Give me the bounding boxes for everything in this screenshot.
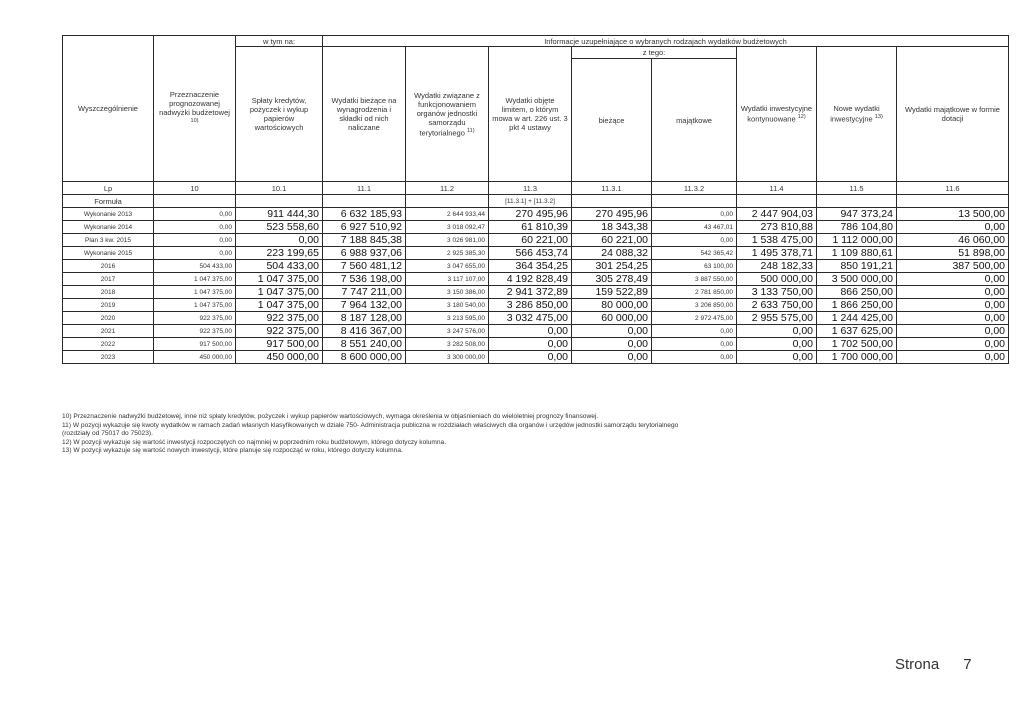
value-cell: 60 000,00 — [572, 312, 652, 325]
value-cell: 3 247 576,00 — [406, 325, 489, 338]
value-cell: 3 887 550,00 — [652, 273, 737, 286]
table-row — [63, 208, 1009, 221]
header-splaty: Spłaty kredytów, pożyczek i wykup papierów wartościowych — [236, 47, 323, 182]
value-cell: 566 453,74 — [489, 247, 572, 260]
formula-cell — [817, 195, 897, 208]
footnote-ref-13: 13) — [874, 114, 883, 121]
row-label: 2017 — [63, 273, 154, 286]
value-cell: 3 133 750,00 — [737, 286, 817, 299]
value-cell: 3 047 655,00 — [406, 260, 489, 273]
value-cell: 1 700 000,00 — [817, 351, 897, 364]
value-cell: 3 213 595,00 — [406, 312, 489, 325]
header-kontynuowane — [737, 47, 817, 182]
lp-code: 11.4 — [737, 182, 817, 195]
value-cell: 1 047 375,00 — [154, 273, 236, 286]
footnote-ref-11: 11) — [467, 127, 475, 134]
value-cell: 0,00 — [897, 325, 1009, 338]
value-cell: 3 150 386,00 — [406, 286, 489, 299]
value-cell: 3 282 508,00 — [406, 338, 489, 351]
value-cell: 305 278,49 — [572, 273, 652, 286]
header-nowe-text: Nowe wydatki inwestycyjne — [830, 104, 880, 124]
row-label: Wykonanie 2015 — [63, 247, 154, 260]
value-cell: 273 810,88 — [737, 221, 817, 234]
value-cell: 2 447 904,03 — [737, 208, 817, 221]
value-cell: 0,00 — [897, 286, 1009, 299]
header-nowe — [817, 47, 897, 182]
value-cell: 6 988 937,06 — [323, 247, 406, 260]
value-cell: 0,00 — [154, 221, 236, 234]
formula-cell — [572, 195, 652, 208]
value-cell: 0,00 — [154, 234, 236, 247]
formula-cell — [406, 195, 489, 208]
value-cell: 1 637 625,00 — [817, 325, 897, 338]
value-cell: 3 032 475,00 — [489, 312, 572, 325]
row-label: 2022 — [63, 338, 154, 351]
value-cell: 0,00 — [897, 312, 1009, 325]
budget-table — [62, 35, 1009, 364]
value-cell: 18 343,38 — [572, 221, 652, 234]
value-cell: 523 558,60 — [236, 221, 323, 234]
value-cell: 0,00 — [652, 208, 737, 221]
value-cell: 504 433,00 — [154, 260, 236, 273]
value-cell: 63 100,00 — [652, 260, 737, 273]
value-cell: 0,00 — [236, 234, 323, 247]
table-row — [63, 325, 1009, 338]
value-cell: 922 375,00 — [236, 312, 323, 325]
formula-cell: [11.3.1] + [11.3.2] — [489, 195, 572, 208]
value-cell: 917 500,00 — [154, 338, 236, 351]
header-informacje: Informacje uzupełniające o wybranych rodzajach wydatków budżetowych — [323, 36, 1009, 47]
header-majatkowe: majątkowe — [652, 59, 737, 182]
header-kontynuowane-text: Wydatki inwestycyjne kontynuowane — [740, 104, 813, 124]
value-cell: 450 000,00 — [236, 351, 323, 364]
footnote-11: 11) W pozycji wykazuje się kwoty wydatków w ramach zadań własnych klasyfikowanych w dziale 750- Administracja publiczna w rozdziałach właściwych dla organów i urzędów jednostki samorządu terytorialnego — [62, 421, 679, 429]
row-label: 2020 — [63, 312, 154, 325]
value-cell: 1 047 375,00 — [154, 286, 236, 299]
row-label: 2023 — [63, 351, 154, 364]
value-cell: 0,00 — [489, 325, 572, 338]
value-cell: 3 300 000,00 — [406, 351, 489, 364]
footnote-13: 13) W pozycji wykazuje się wartość nowych inwestycji, które planuje się rozpocząć w roku, którego dotyczy kolumna. — [62, 447, 403, 455]
table-row — [63, 286, 1009, 299]
table-row — [63, 273, 1009, 286]
value-cell: 922 375,00 — [154, 312, 236, 325]
value-cell: 60 221,00 — [572, 234, 652, 247]
value-cell: 917 500,00 — [236, 338, 323, 351]
value-cell: 2 644 933,44 — [406, 208, 489, 221]
value-cell: 1 109 880,61 — [817, 247, 897, 260]
formula-cell — [154, 195, 236, 208]
value-cell: 364 354,25 — [489, 260, 572, 273]
value-cell: 2 925 385,30 — [406, 247, 489, 260]
header-biezace: bieżące — [572, 59, 652, 182]
header-wyszczegolnienie: Wyszczególnienie — [63, 36, 154, 182]
value-cell: 0,00 — [652, 325, 737, 338]
page-number — [895, 656, 972, 673]
value-cell: 0,00 — [154, 208, 236, 221]
value-cell: 1 047 375,00 — [236, 286, 323, 299]
table-row — [63, 221, 1009, 234]
value-cell: 0,00 — [572, 338, 652, 351]
value-cell: 0,00 — [897, 273, 1009, 286]
value-cell: 0,00 — [652, 351, 737, 364]
formula-cell — [323, 195, 406, 208]
value-cell: 7 964 132,00 — [323, 299, 406, 312]
value-cell: 7 188 845,38 — [323, 234, 406, 247]
value-cell: 1 047 375,00 — [236, 273, 323, 286]
table-row — [63, 247, 1009, 260]
row-label: Wykonanie 2014 — [63, 221, 154, 234]
footnote-10: 10) Przeznaczenie nadwyżki budżetowej, inne niż spłaty kredytów, pożyczek i wykup papierów wartościowych, wymaga określenia w objaśnieniach do wieloletniej prognozy finansowej. — [62, 413, 599, 420]
value-cell: 159 522,89 — [572, 286, 652, 299]
value-cell: 1 866 250,00 — [817, 299, 897, 312]
row-label: 2018 — [63, 286, 154, 299]
value-cell: 0,00 — [489, 338, 572, 351]
table-row — [63, 312, 1009, 325]
row-label: Plan 3 kw. 2015 — [63, 234, 154, 247]
page-value: 7 — [963, 656, 972, 673]
value-cell: 922 375,00 — [236, 325, 323, 338]
lp-row — [63, 182, 1009, 195]
value-cell: 2 633 750,00 — [737, 299, 817, 312]
lp-code: 11.2 — [406, 182, 489, 195]
value-cell: 1 702 500,00 — [817, 338, 897, 351]
value-cell: 6 632 185,93 — [323, 208, 406, 221]
value-cell: 60 221,00 — [489, 234, 572, 247]
value-cell: 922 375,00 — [154, 325, 236, 338]
value-cell: 270 495,96 — [489, 208, 572, 221]
footnote-12: 12) W pozycji wykazuje się wartość inwestycji rozpoczętych co najmniej w poprzednim roku budżetowym, którego dotyczy kolumna. — [62, 438, 447, 446]
value-cell: 7 747 211,00 — [323, 286, 406, 299]
lp-code: 11.6 — [897, 182, 1009, 195]
value-cell: 0,00 — [897, 338, 1009, 351]
formula-cell — [236, 195, 323, 208]
value-cell: 0,00 — [737, 351, 817, 364]
value-cell: 4 192 828,49 — [489, 273, 572, 286]
header-z-tego: z tego: — [572, 47, 737, 59]
value-cell: 6 927 510,92 — [323, 221, 406, 234]
value-cell: 1 538 475,00 — [737, 234, 817, 247]
header-limit: Wydatki objęte limitem, o którym mowa w art. 226 ust. 3 pkt 4 ustawy — [489, 47, 572, 182]
value-cell: 1 047 375,00 — [236, 299, 323, 312]
value-cell: 387 500,00 — [897, 260, 1009, 273]
lp-code: 11.1 — [323, 182, 406, 195]
value-cell: 866 250,00 — [817, 286, 897, 299]
formula-row — [63, 195, 1009, 208]
value-cell: 0,00 — [897, 221, 1009, 234]
value-cell: 1 244 425,00 — [817, 312, 897, 325]
value-cell: 13 500,00 — [897, 208, 1009, 221]
value-cell: 43 467,01 — [652, 221, 737, 234]
value-cell: 0,00 — [652, 234, 737, 247]
lp-code: 11.5 — [817, 182, 897, 195]
table-row — [63, 351, 1009, 364]
value-cell: 911 444,30 — [236, 208, 323, 221]
header-organy — [406, 47, 489, 182]
value-cell: 0,00 — [897, 299, 1009, 312]
value-cell: 850 191,21 — [817, 260, 897, 273]
formula-cell — [652, 195, 737, 208]
value-cell: 1 495 378,71 — [737, 247, 817, 260]
header-organy-text: Wydatki związane z funkcjonowaniem organów jednostki samorządu terytorialnego — [414, 90, 480, 138]
table-row — [63, 338, 1009, 351]
value-cell: 248 182,33 — [737, 260, 817, 273]
lp-code: 10 — [154, 182, 236, 195]
value-cell: 0,00 — [737, 325, 817, 338]
budget-table-container — [62, 35, 1008, 364]
footnote-ref-10: 10) — [190, 117, 199, 124]
value-cell: 0,00 — [572, 351, 652, 364]
value-cell: 3 286 850,00 — [489, 299, 572, 312]
header-wynagrodzenia: Wydatki bieżące na wynagrodzenia i składki od nich naliczane — [323, 47, 406, 182]
value-cell: 7 536 198,00 — [323, 273, 406, 286]
row-label: 2019 — [63, 299, 154, 312]
row-label: 2021 — [63, 325, 154, 338]
formula-cell — [897, 195, 1009, 208]
value-cell: 500 000,00 — [737, 273, 817, 286]
value-cell: 301 254,25 — [572, 260, 652, 273]
lp-code: 11.3 — [489, 182, 572, 195]
row-label: 2016 — [63, 260, 154, 273]
footnote-ref-12: 12) — [797, 114, 806, 121]
value-cell: 223 199,65 — [236, 247, 323, 260]
value-cell: 8 187 128,00 — [323, 312, 406, 325]
value-cell: 8 416 367,00 — [323, 325, 406, 338]
formula-label: Formuła — [63, 195, 154, 208]
value-cell: 3 500 000,00 — [817, 273, 897, 286]
value-cell: 8 600 000,00 — [323, 351, 406, 364]
header-w-tym-na: w tym na: — [236, 36, 323, 47]
header-przeznaczenie-text: Przeznaczenie prognozowanej nadwyżki budżetowej — [159, 89, 230, 117]
row-label: Wykonanie 2013 — [63, 208, 154, 221]
value-cell: 51 898,00 — [897, 247, 1009, 260]
value-cell: 3 117 107,00 — [406, 273, 489, 286]
value-cell: 270 495,96 — [572, 208, 652, 221]
page-label: Strona — [895, 656, 940, 673]
footnotes — [62, 413, 942, 456]
value-cell: 3 018 092,47 — [406, 221, 489, 234]
table-row — [63, 260, 1009, 273]
value-cell: 61 810,39 — [489, 221, 572, 234]
value-cell: 2 781 850,00 — [652, 286, 737, 299]
header-dotacje: Wydatki majątkowe w formie dotacji — [897, 47, 1009, 182]
value-cell: 3 206 850,00 — [652, 299, 737, 312]
lp-label: Lp — [63, 182, 154, 195]
value-cell: 3 180 540,00 — [406, 299, 489, 312]
value-cell: 0,00 — [572, 325, 652, 338]
value-cell: 24 088,32 — [572, 247, 652, 260]
lp-code: 10.1 — [236, 182, 323, 195]
lp-code: 11.3.2 — [652, 182, 737, 195]
value-cell: 450 000,00 — [154, 351, 236, 364]
value-cell: 1 112 000,00 — [817, 234, 897, 247]
value-cell: 2 972 475,00 — [652, 312, 737, 325]
value-cell: 1 047 375,00 — [154, 299, 236, 312]
value-cell: 46 060,00 — [897, 234, 1009, 247]
value-cell: 2 955 575,00 — [737, 312, 817, 325]
value-cell: 504 433,00 — [236, 260, 323, 273]
value-cell: 0,00 — [897, 351, 1009, 364]
table-row — [63, 234, 1009, 247]
value-cell: 3 026 981,00 — [406, 234, 489, 247]
value-cell: 2 941 372,89 — [489, 286, 572, 299]
header-przeznaczenie — [154, 36, 236, 182]
value-cell: 0,00 — [489, 351, 572, 364]
formula-cell — [737, 195, 817, 208]
value-cell: 542 365,42 — [652, 247, 737, 260]
value-cell: 7 560 481,12 — [323, 260, 406, 273]
lp-code: 11.3.1 — [572, 182, 652, 195]
table-row — [63, 299, 1009, 312]
value-cell: 786 104,80 — [817, 221, 897, 234]
value-cell: 0,00 — [154, 247, 236, 260]
value-cell: 80 000,00 — [572, 299, 652, 312]
value-cell: 947 373,24 — [817, 208, 897, 221]
footnote-11-cont: (rozdziały od 75017 do 75023). — [62, 430, 153, 438]
value-cell: 0,00 — [652, 338, 737, 351]
value-cell: 8 551 240,00 — [323, 338, 406, 351]
value-cell: 0,00 — [737, 338, 817, 351]
